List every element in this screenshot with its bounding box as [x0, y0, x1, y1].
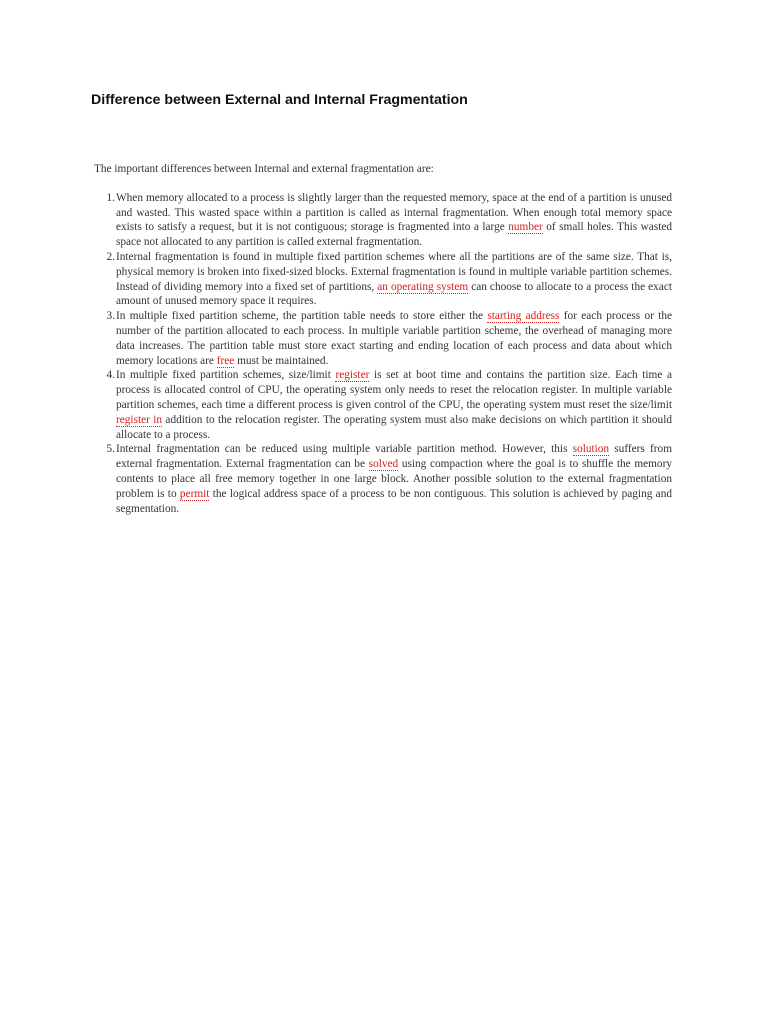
- intro-paragraph: The important differences between Internal and external fragmentation are:: [94, 163, 434, 175]
- differences-list: [94, 191, 672, 517]
- inline-link[interactable]: number: [508, 221, 543, 234]
- text-segment: must be maintained.: [234, 354, 329, 367]
- text-segment: of small holes. This wasted space not allocated to any partition is called external fragmentation.: [116, 221, 672, 249]
- list-item-number: 1.: [106, 191, 115, 204]
- text-segment: is set at boot time and contains the partition size. Each time a process is allocated control of CPU, the operating system only needs to reset the relocation register. In multiple variable partition schemes, each time a different process is given control of the CPU, the operating system must reset the size/limit: [116, 369, 672, 411]
- list-item-number: 5.: [106, 443, 115, 456]
- inline-link[interactable]: starting address: [487, 310, 560, 323]
- list-item-number: 3.: [106, 310, 115, 323]
- document-body: [94, 162, 672, 516]
- text-segment: addition to the relocation register. The operating system must also make decisions on which partition it should allocate to a process.: [116, 413, 672, 441]
- list-item-text: [116, 368, 672, 442]
- list-item-text: [116, 309, 672, 368]
- text-segment: for each process or the number of the partition allocated to each process. In multiple variable partition scheme, the overhead of managing more data increases. The partition table must store exact starting and ending location of each process and data about which memory locations are: [116, 310, 673, 367]
- list-item-text: [116, 250, 672, 309]
- list-item: [94, 250, 672, 309]
- list-item: [94, 191, 672, 250]
- inline-link[interactable]: solved: [368, 458, 399, 471]
- page-title: Difference between External and Internal Fragmentation: [91, 92, 468, 108]
- inline-link[interactable]: permit: [179, 487, 210, 500]
- text-segment: the logical address space of a process to be non contiguous. This solution is achieved by paging and segmentation.: [116, 487, 672, 515]
- list-item: [94, 442, 672, 516]
- inline-link[interactable]: an operating system: [377, 280, 469, 293]
- inline-link[interactable]: free: [216, 354, 235, 367]
- inline-link[interactable]: solution: [572, 443, 610, 456]
- text-segment: In multiple fixed partition scheme, the partition table needs to store either the: [116, 310, 488, 323]
- text-segment: When memory allocated to a process is slightly larger than the requested memory, space at the end of a partition is unused and wasted. This wasted space within a partition is called as internal fragmentation. When enough total memory space exists to satisfy a request, but it is not contiguous; storage is fragmented into a large: [116, 191, 672, 234]
- list-item-text: [116, 442, 672, 516]
- inline-link[interactable]: register: [335, 369, 370, 382]
- list-item: [94, 368, 672, 442]
- list-item-number: 2.: [106, 250, 115, 263]
- text-segment: In multiple fixed partition schemes, size/limit: [116, 369, 336, 382]
- text-segment: Internal fragmentation is found in multiple fixed partition schemes where all the partitions are of the same size. That is, physical memory is broken into fixed-sized blocks. External fragmentation is found in multiple variable partition schemes. Instead of dividing memory into a fixed set of partitions,: [116, 250, 672, 293]
- text-segment: Internal fragmentation can be reduced using multiple variable partition method. However, this: [116, 443, 573, 456]
- text-segment: can choose to allocate to a process the exact amount of unused memory space it requires.: [116, 280, 672, 308]
- list-item-text: [116, 191, 672, 250]
- text-segment: using compaction where the goal is to shuffle the memory contents to place all free memory together in one large block. Another possible solution to the external fragmentation problem is to: [116, 458, 672, 500]
- list-item: [94, 309, 672, 368]
- text-segment: suffers from external fragmentation. External fragmentation can be: [116, 443, 672, 471]
- inline-link[interactable]: register in: [116, 413, 163, 426]
- list-item-number: 4.: [106, 369, 115, 382]
